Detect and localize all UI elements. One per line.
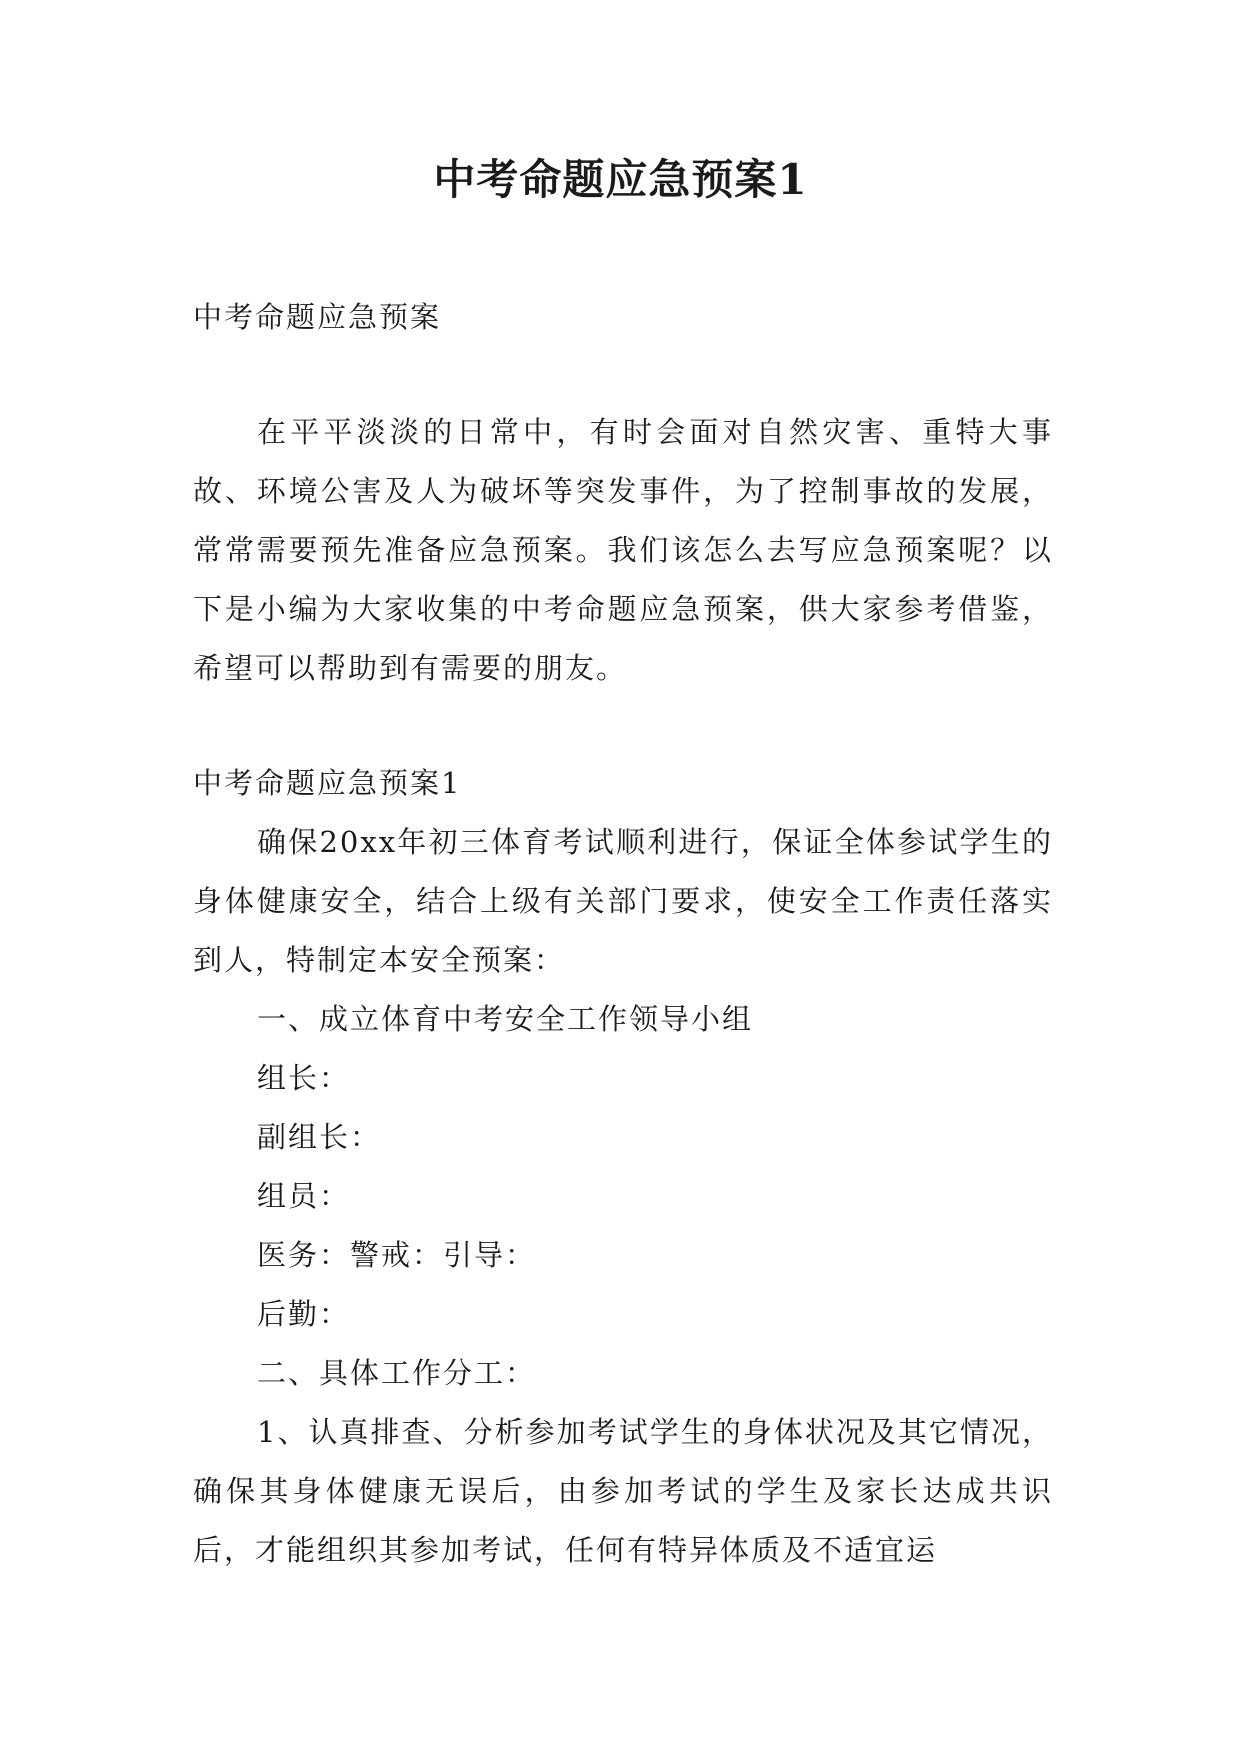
document-title: 中考命题应急预案1 xyxy=(433,155,808,204)
document-subtitle: 中考命题应急预案 xyxy=(193,300,442,334)
item-deputy-leader: 副组长： xyxy=(257,1120,382,1154)
item-work-division: 二、具体工作分工： xyxy=(257,1356,537,1390)
item-leadership-group: 一、成立体育中考安全工作领导小组 xyxy=(257,1002,754,1036)
intro-paragraph: 在平平淡淡的日常中，有时会面对自然灾害、重特大事故、环境公害及人为破坏等突发事件，为了控制事故的发展，常常需要预先准备应急预案。我们该怎么去写应急预案呢？以下是小编为大家收集的中考命题应急预案，供大家参考借鉴，希望可以帮助到有需要的朋友。 xyxy=(193,415,1053,685)
item-1-paragraph: 1、认真排查、分析参加考试学生的身体状况及其它情况，确保其身体健康无误后，由参加考试的学生及家长达成共识后，才能组织其参加考试，任何有特异体质及不适宜运 xyxy=(193,1415,1053,1567)
section-heading: 中考命题应急预案1 xyxy=(193,766,462,800)
item-logistics: 后勤： xyxy=(257,1297,351,1331)
item-members: 组员： xyxy=(257,1179,351,1213)
item-roles: 医务：警戒：引导： xyxy=(257,1238,537,1272)
item-leader: 组长： xyxy=(257,1061,351,1095)
document-body xyxy=(193,288,1053,1580)
section-intro-paragraph: 确保20xx年初三体育考试顺利进行，保证全体参试学生的身体健康安全，结合上级有关部门要求，使安全工作责任落实到人，特制定本安全预案： xyxy=(193,825,1053,977)
